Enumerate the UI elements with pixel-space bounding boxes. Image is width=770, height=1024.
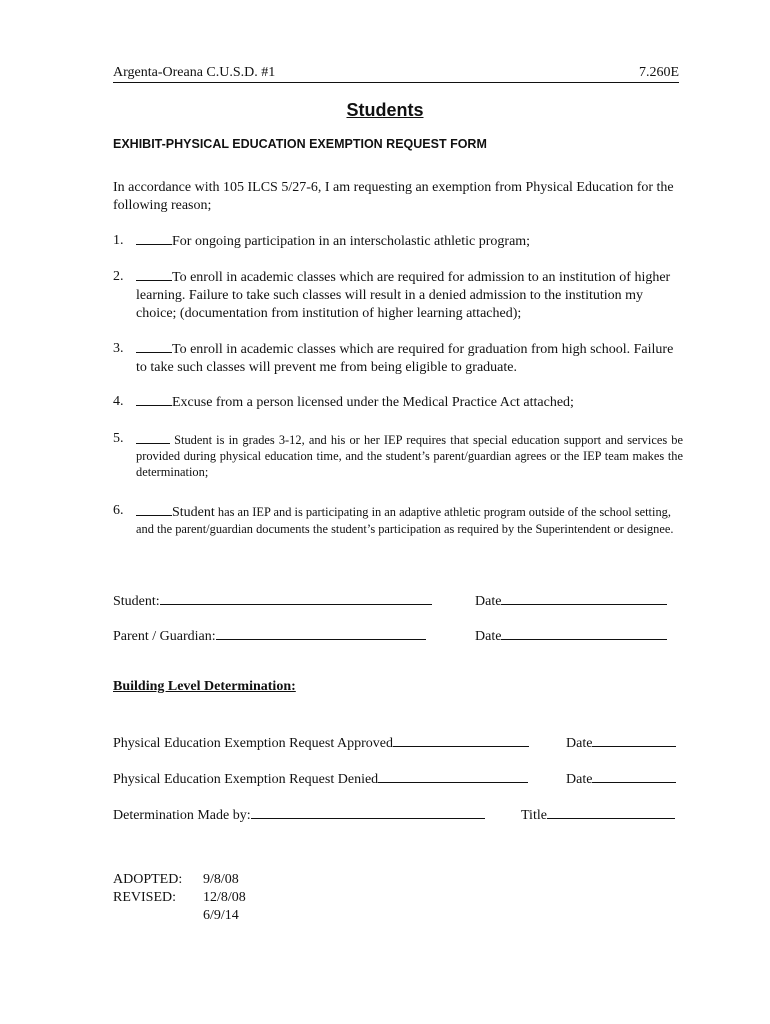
approved-line[interactable] [393, 732, 529, 747]
item-text: Student is in grades 3-12, and his or her IEP requires that special education support and services be provided during physical education time, and the student’s parent/guardian agrees or the IEP team makes the determination; [136, 433, 683, 479]
denied-date-row [566, 768, 676, 789]
item-text-lead: Student [172, 505, 215, 520]
student-signature-line[interactable] [160, 590, 432, 605]
date-label: Date [475, 594, 502, 609]
item-text: has an IEP and is participating in an adaptive athletic program outside of the school setting, and the parent/guardian documents the student’s participation as required by the Superintendent or designee. [136, 505, 674, 536]
document-header [113, 64, 679, 83]
page-title: Students [346, 100, 424, 120]
denied-date-line[interactable] [592, 768, 676, 783]
building-level-heading: Building Level Determination: [113, 679, 296, 694]
determination-line[interactable] [251, 804, 485, 819]
item-number: 4. [113, 394, 124, 409]
parent-signature-row [113, 625, 426, 646]
item-text: For ongoing participation in an interscholastic athletic program; [172, 234, 531, 249]
determination-row [113, 804, 485, 825]
date-label: Date [566, 772, 593, 787]
denied-label: Physical Education Exemption Request Denied [113, 772, 379, 787]
student-signature-row [113, 590, 432, 611]
checkmark-blank[interactable] [136, 393, 172, 406]
title-line[interactable] [547, 804, 675, 819]
student-date-line[interactable] [501, 590, 667, 605]
adopted-date: 9/8/08 [203, 872, 239, 887]
revised-date: 12/8/08 [203, 890, 246, 905]
checkmark-blank[interactable] [136, 340, 172, 353]
form-subtitle: EXHIBIT-PHYSICAL EDUCATION EXEMPTION REQUEST FORM [113, 137, 487, 151]
approved-date-row [566, 732, 676, 753]
item-text: To enroll in academic classes which are required for graduation from high school. Failure to take such classes will prevent me from being eligible to graduate. [136, 342, 674, 375]
revised-date: 6/9/14 [203, 908, 239, 923]
adopted-label: ADOPTED: [113, 872, 183, 887]
student-label: Student: [113, 594, 160, 609]
checkmark-blank[interactable] [136, 431, 170, 444]
intro-paragraph: In accordance with 105 ILCS 5/27-6, I am requesting an exemption from Physical Education for the following reason; [113, 180, 674, 213]
parent-signature-line[interactable] [216, 625, 426, 640]
item-text: Excuse from a person licensed under the Medical Practice Act attached; [172, 395, 574, 410]
title-row [521, 804, 675, 825]
date-label: Date [566, 736, 593, 751]
approved-date-line[interactable] [592, 732, 676, 747]
determination-label: Determination Made by: [113, 808, 251, 823]
student-date-row [475, 590, 667, 611]
date-label: Date [475, 629, 502, 644]
approved-row [113, 732, 529, 753]
parent-label: Parent / Guardian: [113, 629, 216, 644]
approved-label: Physical Education Exemption Request Approved [113, 736, 393, 751]
item-number: 5. [113, 431, 124, 446]
district-name: Argenta-Oreana C.U.S.D. #1 [113, 65, 276, 80]
policy-code: 7.260E [638, 65, 679, 80]
denied-line[interactable] [378, 768, 528, 783]
item-number: 3. [113, 341, 124, 356]
item-number: 6. [113, 503, 124, 518]
item-text: To enroll in academic classes which are required for admission to an institution of higher learning. Failure to take such classes will result in a denied admission to the institution my choice; (documentation from institution of higher learning attached); [136, 270, 671, 321]
parent-date-row [475, 625, 667, 646]
checkmark-blank[interactable] [136, 268, 172, 281]
item-number: 2. [113, 269, 124, 284]
checkmark-blank[interactable] [136, 232, 172, 245]
revised-label: REVISED: [113, 890, 176, 905]
checkmark-blank[interactable] [136, 503, 172, 516]
parent-date-line[interactable] [501, 625, 667, 640]
item-number: 1. [113, 233, 124, 248]
title-label: Title [521, 808, 547, 823]
denied-row [113, 768, 528, 789]
